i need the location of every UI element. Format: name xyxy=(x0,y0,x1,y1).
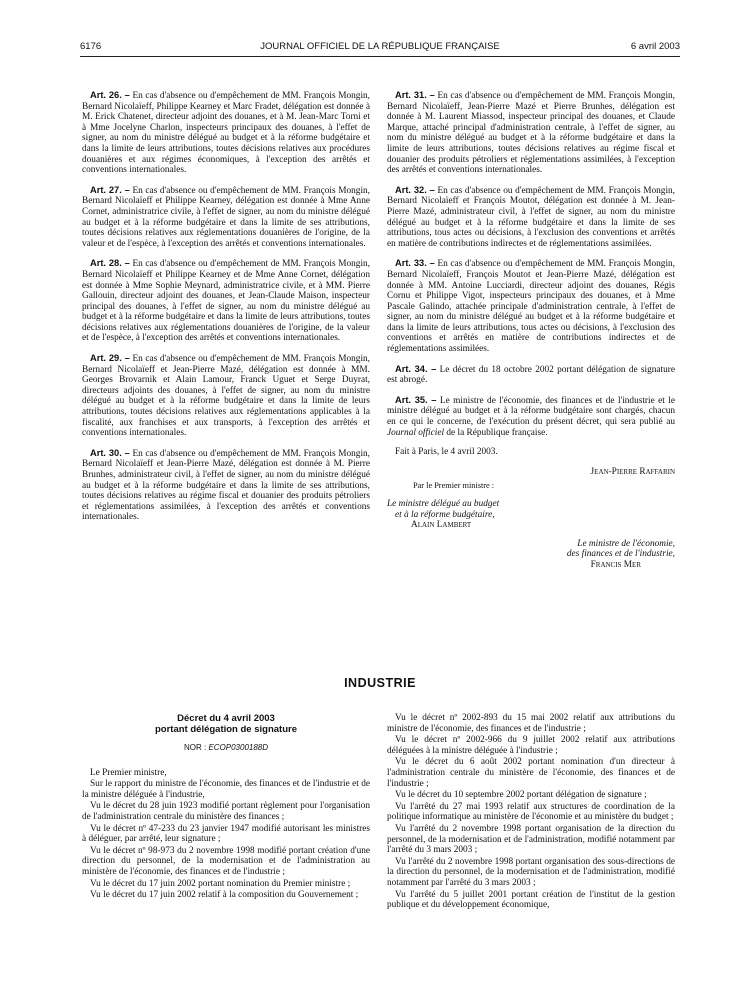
article-number: Art. 27. – xyxy=(90,184,130,195)
decree-title: Décret du 4 avril 2003 xyxy=(177,713,275,724)
nor-code: ECOP0300188D xyxy=(208,743,269,752)
article-paragraph xyxy=(82,258,370,344)
decree-paragraph: Vu le décret nº 47-233 du 23 janvier 1947 modifié autorisant les ministres à déléguer, par arrêté, leur signature ; xyxy=(82,823,370,845)
signature-block xyxy=(387,447,675,570)
budget-minister-title-2: et à la réforme budgétaire, xyxy=(395,509,495,520)
article-number: Art. 31. – xyxy=(395,90,435,100)
article-text: Le décret du 18 octobre 2002 portant délégation de signature est abrogé. xyxy=(387,364,676,386)
eco-minister-title: Le ministre de l'économie, xyxy=(577,538,675,549)
article-paragraph xyxy=(387,364,675,386)
article-number: Art. 34. – xyxy=(395,363,437,374)
decree-paragraph: Le Premier ministre, xyxy=(90,767,167,778)
decree-left-column xyxy=(82,713,370,902)
article-text: En cas d'absence ou d'empêchement de MM. François Mongin, Bernard Nicolaïeff et Jean-Pierre Mazé, délégation est donnée à MM. Georges Brovarnik et Alain Lamour, Franck Uguet et Serge Duyrat, directeurs adjoints des douanes, à l'effet de signer, au nom du ministre délégué au budget et à la réforme budgétaire et dans la limite de leurs attributions, toutes décisions relatives aux réglementations applicables à la fiscalité, aux franchises et aux transports, à l'exception des arrêtés et conventions internationales. xyxy=(82,354,370,439)
right-column xyxy=(387,90,675,571)
budget-minister-name: Alain Lambert xyxy=(411,520,472,531)
article-paragraph xyxy=(387,90,675,176)
decree-paragraph: Vu le décret nº 2002-966 du 9 juillet 2002 relatif aux attributions déléguées à la ministre déléguée à l'industrie ; xyxy=(387,735,675,756)
article-paragraph xyxy=(82,185,370,250)
section-title: INDUSTRIE xyxy=(344,676,416,690)
decree-paragraph: Vu le décret du 28 juin 1923 modifié portant règlement pour l'organisation de l'administration centrale du ministère des finances ; xyxy=(82,801,370,822)
article-text: En cas d'absence ou d'empêchement de MM. François Mongin, Bernard Nicolaïeff et Jean-Pierre Mazé, délégation est donnée à M. Pierre Brunhes, administrateur civil, à l'effet de signer, au nom du ministre délégué au budget et à la réforme budgétaire et dans la limite de ses attributions, toutes décisions relatives au régime fiscal et douanier des produits pétroliers et réglementations assimilées, à l'exception des arrêtés et conventions internationales. xyxy=(82,448,370,523)
article-number: Art. 35. – xyxy=(395,394,437,405)
article-paragraph xyxy=(82,90,370,176)
journal-name: Journal officiel xyxy=(387,427,445,438)
nor-reference: NOR : ECOP0300188D xyxy=(183,743,269,752)
issue-date: 6 avril 2003 xyxy=(630,41,680,52)
page-number: 6176 xyxy=(80,41,102,52)
page-header xyxy=(80,41,680,55)
article-number: Art. 28. – xyxy=(90,258,130,269)
header-rule xyxy=(80,56,680,57)
decree-paragraph: Vu le décret nº 2002-893 du 15 mai 2002 relatif aux attributions du ministre de l'économie, des finances et de l'industrie ; xyxy=(387,713,675,734)
decree-paragraph: Vu le décret du 10 septembre 2002 portant délégation de signature ; xyxy=(395,790,647,801)
article-text: En cas d'absence ou d'empêchement de MM. François Mongin, Bernard Nicolaïeff et Philippe Kearney, délégation est donnée à Mme Anne Cornet, administratrice civile, à l'effet de signer, au nom du ministre délégué au budget et à la réforme budgétaire et dans la limite de ses attributions, toutes décisions relatives aux réglementations douanières de l'origine, de la valeur et de l'espèce, à l'exception des arrêtés et conventions internationales. xyxy=(82,185,370,249)
article-paragraph xyxy=(387,185,675,250)
par-premier-ministre: Par le Premier ministre : xyxy=(413,481,495,491)
article-number: Art. 32. – xyxy=(395,184,435,195)
place-date: Fait à Paris, le 4 avril 2003. xyxy=(395,447,498,458)
article-paragraph xyxy=(82,353,370,439)
decree-paragraph: Vu l'arrêté du 2 novembre 1998 portant organisation des sous-directions de la direction du personnel, de la modernisation et de l'administration, modifié notamment par l'arrêté du 3 mars 2003 ; xyxy=(387,856,675,888)
article-number: Art. 33. – xyxy=(395,258,435,269)
decree-paragraph: Vu le décret du 17 juin 2002 relatif à la composition du Gouvernement ; xyxy=(90,890,359,901)
article-paragraph xyxy=(387,258,675,354)
decree-paragraph: Sur le rapport du ministre de l'économie, des finances et de l'industrie et de la ministre déléguée à l'industrie, xyxy=(82,779,370,800)
article-text: En cas d'absence ou d'empêchement de MM. François Mongin, Bernard Nicolaïeff, Philippe Kearney et Marc Fradet, délégation est donnée à M. Erick Chatenet, directeur adjoint des douanes, et à M. Jean-Marc Torni et à Mme Jocelyne Charlon, inspecteurs principaux des douanes, à l'effet de signer, au nom du ministre délégué au budget et à la réforme budgétaire et dans la limite de leurs attributions, toutes décisions relatives aux procédures douanières et aux régimes économiques, à l'exception des arrêtés et conventions internationales. xyxy=(82,91,370,176)
decree-right-column xyxy=(387,713,675,912)
article-text: En cas d'absence ou d'empêchement de MM. François Mongin, Bernard Nicolaïeff, François Moutot et Jean-Pierre Mazé, délégation est donnée à MM. Antoine Lucciardi, directeur adjoint des douanes, Régis Cornu et Philippe Vigot, inspecteurs principaux des douanes, et à Mme Pascale Galindo, attachée principale d'administration centrale, à l'effet de signer, au nom du ministre délégué au budget et à la réforme budgétaire et dans la limite de leurs attributions, tous actes ou décisions, à l'exclusion des conventions et arrêtés en matière de contributions indirectes et de réglementations assimilées. xyxy=(387,259,675,355)
eco-minister-name: Francis Mer xyxy=(590,559,641,570)
article-text: En cas d'absence ou d'empêchement de MM. François Mongin, Bernard Nicolaïeff et Philippe Kearney et de Mme Anne Cornet, délégation est donnée à Mme Sophie Meynard, administratrice civile, et à MM. Pierre Gallouin, directeur adjoint des douanes, et Jean-Claude Maison, inspecteur principal des douanes, à l'effet de signer, au nom du ministre délégué au budget et à la réforme budgétaire et dans la limite de leurs attributions, toutes décisions relatives aux réglementations douanières de l'origine, de la valeur et de l'espèce, à l'exception des arrêtés et conventions internationales. xyxy=(82,259,370,344)
pm-signature: Jean-Pierre Raffarin xyxy=(590,466,675,477)
article-number: Art. 26. – xyxy=(90,90,130,100)
article-paragraph xyxy=(82,448,370,523)
eco-minister-title-2: des finances et de l'industrie, xyxy=(566,549,675,560)
decree-paragraph: Vu le décret du 6 août 2002 portant nomination d'un directeur à l'administration centrale du ministère de l'économie, des finances et de l'industrie ; xyxy=(387,757,675,789)
article-number: Art. 30. – xyxy=(90,447,130,458)
left-column xyxy=(82,90,370,532)
article-35: Art. 35. – Le ministre de l'économie, des finances et de l'industrie et le ministre délégué au budget et à la réforme budgétaire sont chargés, chacun en ce qui le concerne, de l'exécution du présent décret, qui sera publié au Journal officiel de la République française. xyxy=(387,394,676,438)
decree-paragraph: Vu l'arrêté du 5 juillet 2001 portant création de l'institut de la gestion publique et du développement économique, xyxy=(387,889,675,911)
decree-paragraph: Vu le décret nº 98-973 du 2 novembre 1998 modifié portant création d'une direction du personnel, de la modernisation et de l'administration au ministère de l'économie, des finances et de l'industrie ; xyxy=(82,845,370,877)
decree-paragraph: Vu le décret du 17 juin 2002 portant nomination du Premier ministre ; xyxy=(90,878,351,889)
budget-minister-title: Le ministre délégué au budget xyxy=(387,499,500,509)
decree-paragraph: Vu l'arrêté du 2 novembre 1998 portant organisation de la direction du personnel, de la modernisation et de l'administration, modifié notamment par l'arrêté du 3 mars 2003 ; xyxy=(387,823,675,856)
decree-subtitle: portant délégation de signature xyxy=(155,724,297,735)
decree-paragraph: Vu l'arrêté du 27 mai 1993 relatif aux structures de coordination de la politique informatique au ministère de l'économie et au ministère du budget ; xyxy=(387,801,675,823)
article-number: Art. 29. – xyxy=(90,353,130,364)
article-text: En cas d'absence ou d'empêchement de MM. François Mongin, Bernard Nicolaïeff, Jean-Pierre Mazé et Pierre Brunhes, délégation est donnée à M. Laurent Miassod, inspecteur principal des douanes, et Claude Marque, attaché principal d'administration centrale, à l'effet de signer, au nom du ministre délégué au budget et à la réforme budgétaire et dans la limite de leurs attributions, toutes décisions relatives au régime fiscal et douanier des produits pétroliers et réglementations assimilées, à l'exception des arrêtés et conventions internationales. xyxy=(387,91,675,176)
journal-title: JOURNAL OFFICIEL DE LA RÉPUBLIQUE FRANÇAISE xyxy=(260,41,500,52)
article-text: En cas d'absence ou d'empêchement de MM. François Mongin, Bernard Nicolaïeff et François Moutot, délégation est donnée à M. Jean-Pierre Mazé, administrateur civil, à l'effet de signer, au nom du ministre délégué au budget et à la réforme budgétaire et dans la limite de ses attributions, tous actes ou décisions, à l'exclusion des conventions et arrêtés en matière de contributions indirectes et de réglementations assimilées. xyxy=(387,185,675,249)
